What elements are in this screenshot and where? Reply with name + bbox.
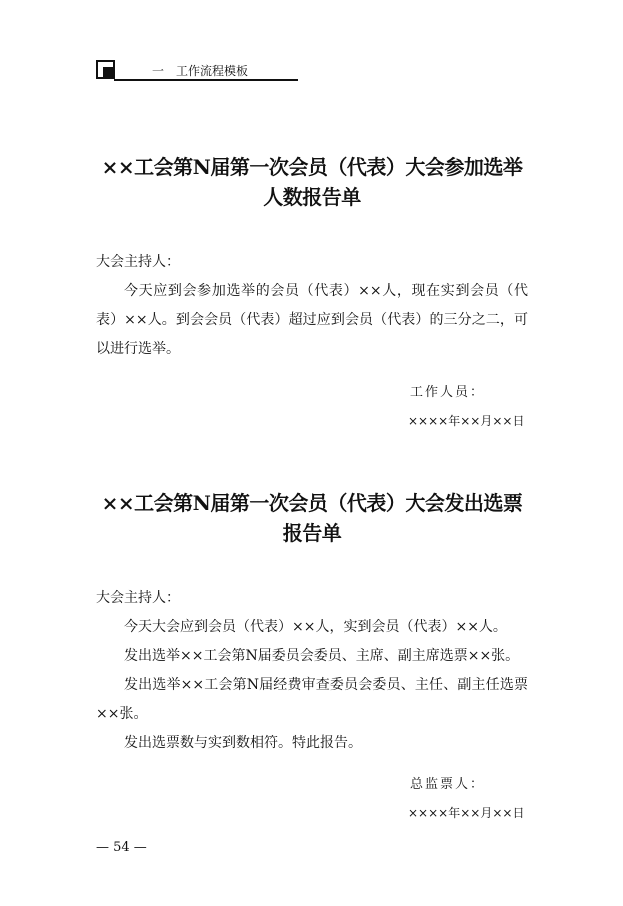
date-line: ××××年××月××日 xyxy=(408,414,525,428)
running-header xyxy=(96,58,298,84)
signature-block xyxy=(408,378,524,436)
signer-label: 总监票人： xyxy=(410,777,486,792)
report-ballots-issued xyxy=(96,488,528,758)
chapter-square-icon xyxy=(96,60,115,79)
body-paragraph: 发出选举××工会第N届委员会委员、主席、副主席选票××张。 xyxy=(124,648,520,664)
report-title-line-2: 人数报告单 xyxy=(263,185,361,209)
report-title-line-1: ××工会第N届第一次会员（代表）大会参加选举 xyxy=(101,155,523,179)
body-paragraph: 发出选票数与实到数相符。特此报告。 xyxy=(124,735,362,751)
signer-label: 工作人员： xyxy=(410,385,486,400)
report-title xyxy=(96,152,528,212)
report-election-attendance xyxy=(96,152,528,364)
report-title-line-1: ××工会第N届第一次会员（代表）大会发出选票 xyxy=(101,491,523,515)
salutation: 大会主持人： xyxy=(96,254,180,270)
report-title-line-2: 报告单 xyxy=(282,521,342,545)
date-line: ××××年××月××日 xyxy=(408,806,525,820)
header-rule xyxy=(114,79,298,81)
body-paragraph: 发出选举××工会第N届经费审查委员会委员、主任、副主任选票××张。 xyxy=(96,677,528,722)
body-paragraph: 今天大会应到会员（代表）××人，实到会员（代表）××人。 xyxy=(124,619,507,635)
page-number: — 54 — xyxy=(96,840,147,855)
salutation: 大会主持人： xyxy=(96,590,180,606)
header-chapter-title: 一 工作流程模板 xyxy=(152,64,249,78)
signature-block xyxy=(408,770,524,828)
body-paragraph: 今天应到会参加选举的会员（代表）××人，现在实到会员（代表）××人。到会会员（代表）超过应到会员（代表）的三分之二，可以进行选举。 xyxy=(96,283,528,357)
report-title xyxy=(96,488,528,548)
